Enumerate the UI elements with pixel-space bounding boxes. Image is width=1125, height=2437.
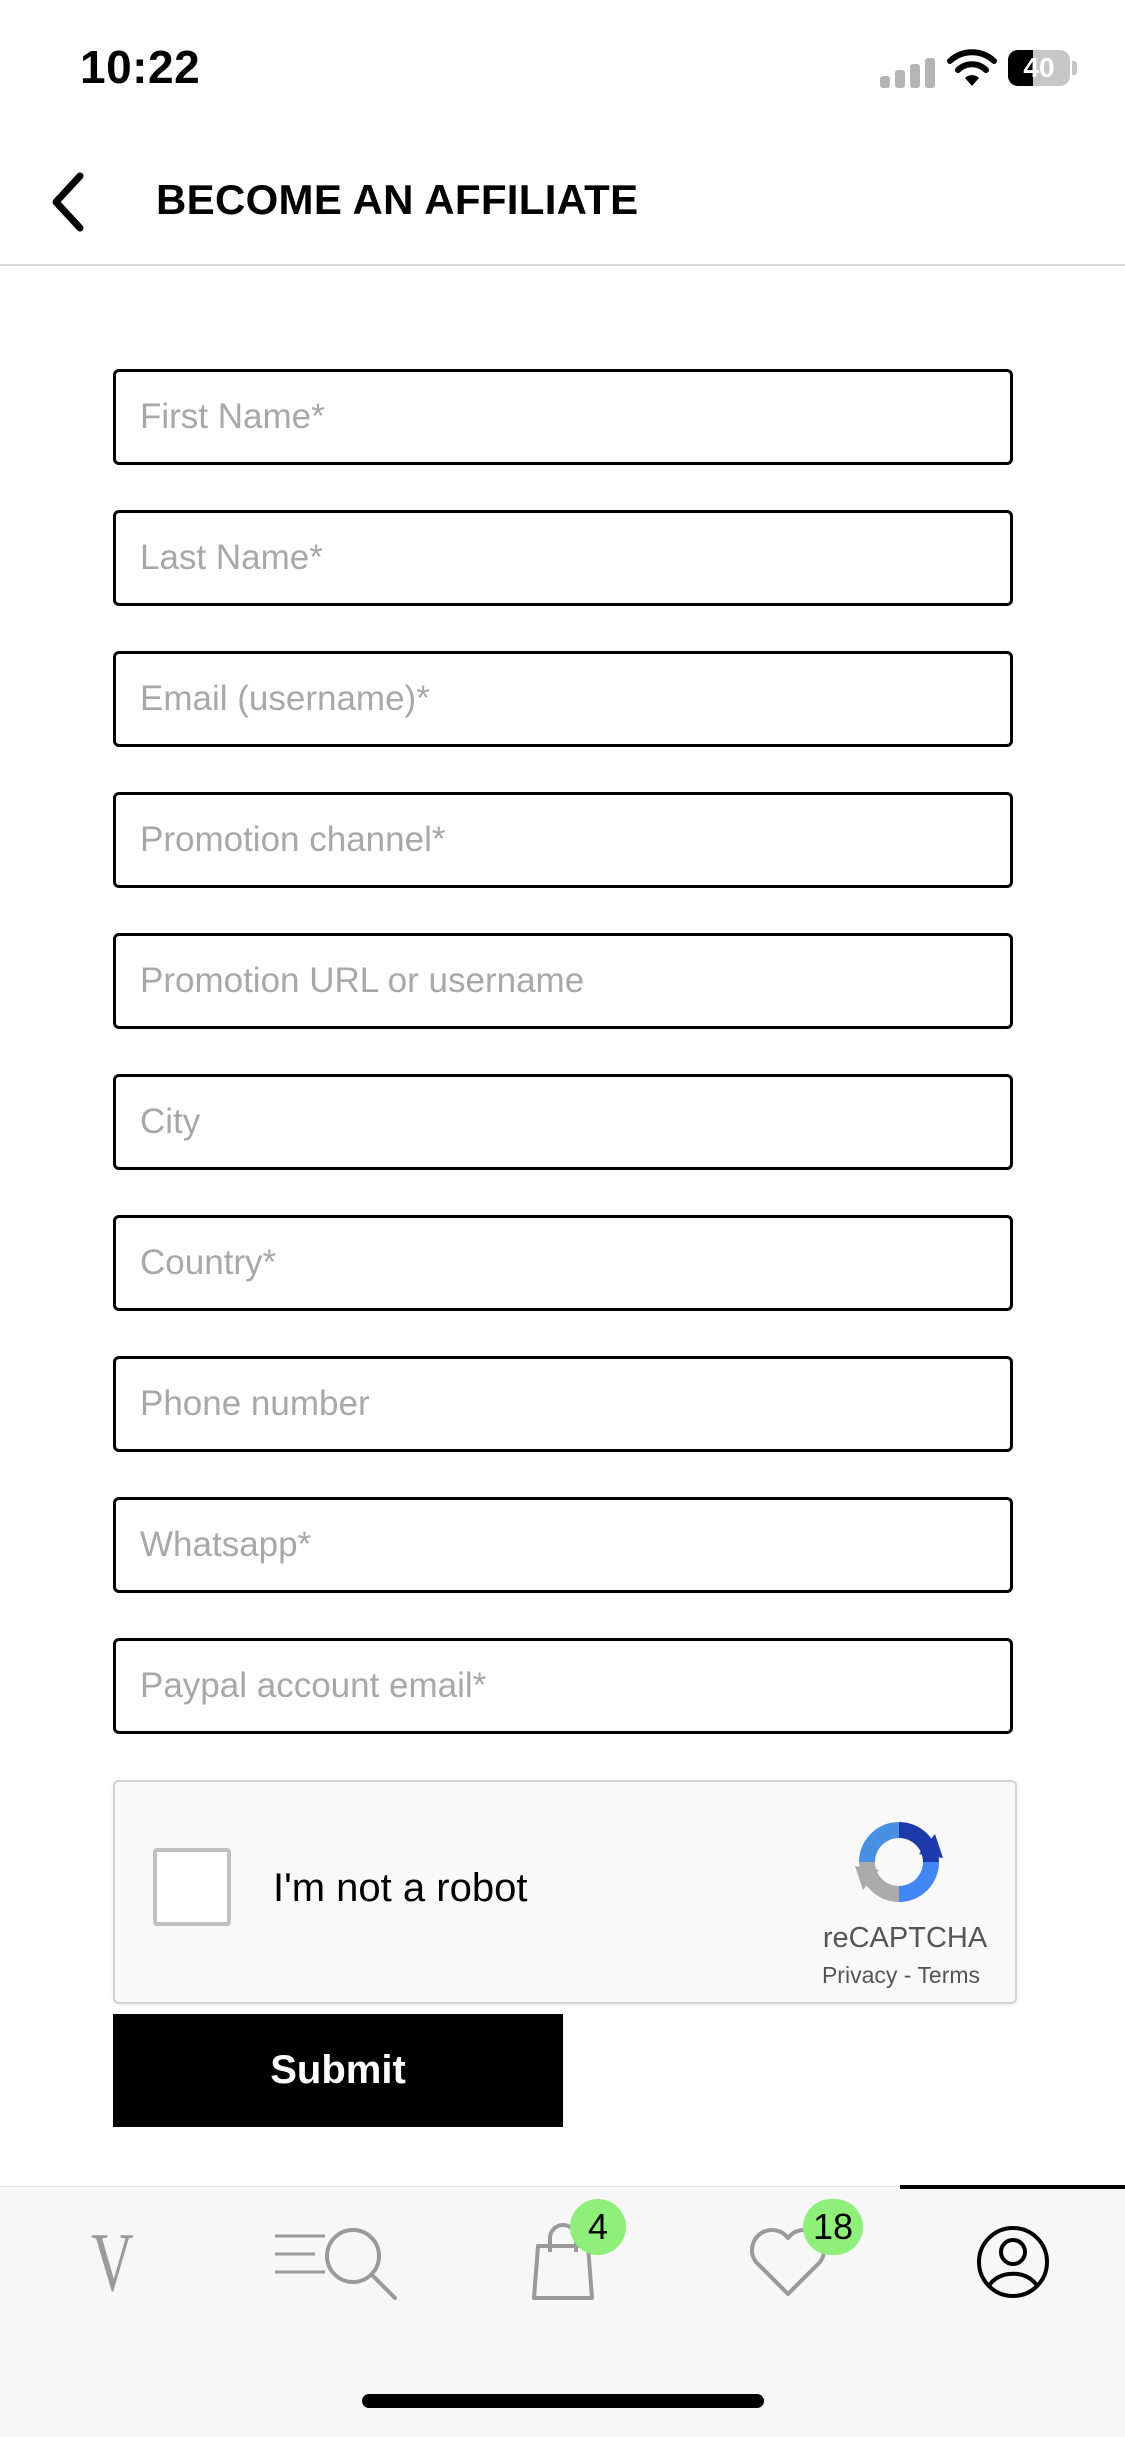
wishlist-count-badge: 18 [803, 2199, 863, 2255]
recaptcha-widget [113, 1780, 1017, 2004]
brand-logo-icon: V [91, 2215, 134, 2309]
tab-wishlist[interactable] [675, 2187, 900, 2337]
last-name-input[interactable] [113, 510, 1013, 606]
battery-icon [1008, 50, 1078, 86]
battery-level: 40 [1023, 52, 1055, 83]
home-indicator [362, 2394, 764, 2408]
tab-account[interactable] [900, 2187, 1125, 2337]
city-input[interactable] [113, 1074, 1013, 1170]
back-button[interactable] [34, 162, 102, 242]
tab-search[interactable] [225, 2187, 450, 2337]
bag-count-badge: 4 [570, 2199, 626, 2255]
country-input[interactable] [113, 1215, 1013, 1311]
promotion-channel-input[interactable] [113, 792, 1013, 888]
first-name-input[interactable] [113, 369, 1013, 465]
paypal-email-input[interactable] [113, 1638, 1013, 1734]
tab-home[interactable] [0, 2187, 225, 2337]
recaptcha-link-separator: - [903, 1962, 912, 1988]
cellular-signal-icon [880, 56, 936, 88]
phone-input[interactable] [113, 1356, 1013, 1452]
recaptcha-logo-icon [851, 1814, 947, 1910]
recaptcha-label: I'm not a robot [273, 1866, 528, 1910]
recaptcha-privacy-link[interactable]: Privacy [821, 1962, 898, 1988]
recaptcha-links [791, 1962, 1011, 1989]
nav-header [0, 140, 1125, 266]
chevron-left-icon [48, 170, 88, 234]
recaptcha-checkbox[interactable] [153, 1848, 231, 1926]
status-bar [0, 0, 1125, 140]
affiliate-form [113, 369, 1013, 1779]
menu-search-icon [273, 2222, 403, 2302]
status-time: 10:22 [80, 41, 201, 93]
user-icon [975, 2224, 1051, 2300]
email-input[interactable] [113, 651, 1013, 747]
promotion-url-input[interactable] [113, 933, 1013, 1029]
recaptcha-terms-link[interactable]: Terms [917, 1962, 981, 1988]
page-title: BECOME AN AFFILIATE [156, 176, 639, 223]
recaptcha-brand: reCAPTCHA [822, 1922, 988, 1954]
whatsapp-input[interactable] [113, 1497, 1013, 1593]
tab-bag[interactable] [450, 2187, 675, 2337]
wifi-icon [946, 48, 998, 88]
submit-button[interactable]: Submit [113, 2014, 563, 2127]
